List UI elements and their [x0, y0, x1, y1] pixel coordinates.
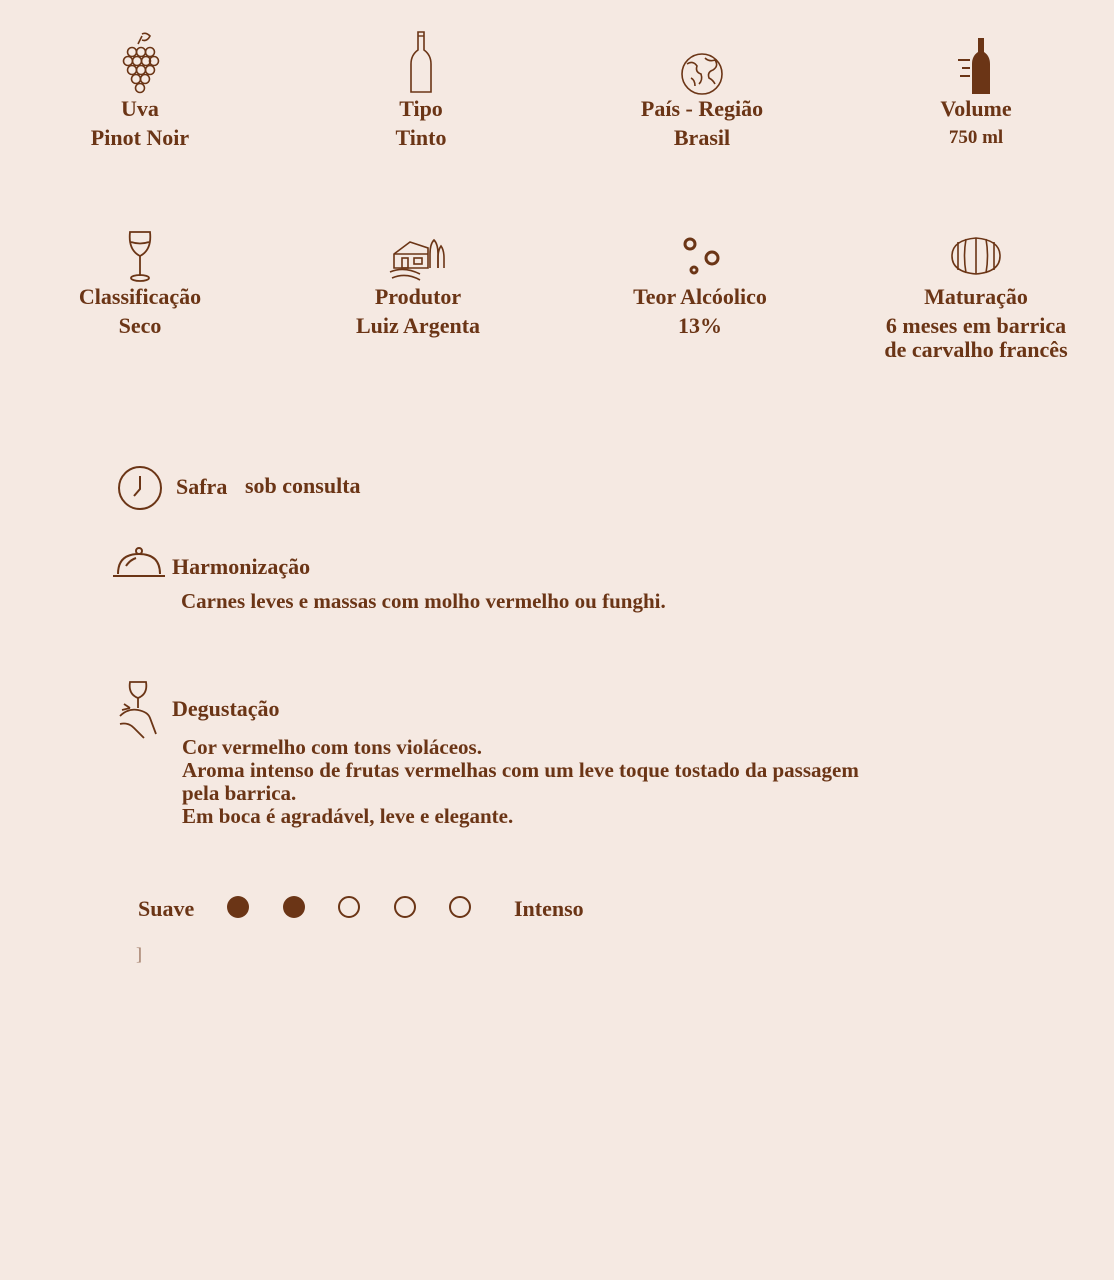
attribute-label: Maturação: [924, 284, 1028, 309]
attribute-label: Uva: [121, 96, 159, 121]
intensity-dot-empty: [449, 896, 471, 918]
intensity-scale: [138, 890, 638, 926]
intensity-dot-empty: [338, 896, 360, 918]
harmonizacao-title: Harmonização: [172, 554, 311, 579]
globe-icon: [669, 30, 735, 96]
attribute-label: Produtor: [374, 284, 462, 309]
safra-label: Safra: [176, 474, 228, 499]
attribute-value: Brasil: [673, 125, 731, 150]
cloche-icon: [112, 546, 166, 580]
intensity-right-label: Intenso: [514, 896, 584, 921]
intensity-left-label: Suave: [138, 896, 195, 921]
attribute-label: País - Região: [640, 96, 764, 121]
grape-icon: [118, 30, 162, 96]
attribute-maturacao: [856, 228, 1096, 362]
degustacao-text: [182, 736, 859, 828]
bottle-outline-icon: [399, 30, 443, 96]
winery-icon: [388, 228, 448, 284]
attribute-value: 750 ml: [948, 127, 1004, 148]
tasting-hand-icon: [116, 680, 162, 740]
attribute-classificacao: [20, 228, 260, 338]
bubbles-icon: [678, 228, 722, 284]
barrel-icon: [948, 228, 1004, 284]
attribute-value: Seco: [118, 313, 162, 338]
attributes-row-2: [0, 228, 1114, 378]
attribute-label: Teor Alcóolico: [633, 284, 767, 309]
harmonizacao-text: [181, 590, 666, 613]
degustacao-line: Em boca é agradável, leve e elegante.: [182, 804, 514, 828]
attribute-tipo: [301, 30, 541, 150]
degustacao-line: pela barrica.: [182, 781, 297, 805]
attribute-value-line-1: 6 meses em barrica: [885, 313, 1067, 338]
intensity-dot-empty: [394, 896, 416, 918]
attribute-value-line-2: de carvalho francês: [884, 337, 1068, 362]
attribute-teor-alcoolico: [580, 228, 820, 338]
attribute-produtor: [298, 228, 538, 338]
attribute-label: Volume: [940, 96, 1012, 121]
attribute-value: Pinot Noir: [90, 125, 190, 150]
degustacao-line: Aroma intenso de frutas vermelhas com um leve toque tostado da passagem: [182, 758, 859, 782]
attribute-volume: [856, 30, 1096, 150]
attribute-value: Tinto: [395, 125, 447, 150]
bottle-volume-icon: [954, 30, 998, 96]
attribute-pais-regiao: [582, 30, 822, 150]
attribute-label: Classificação: [78, 284, 202, 309]
degustacao-title: Degustação: [172, 696, 280, 721]
degustacao-line: Cor vermelho com tons violáceos.: [182, 735, 482, 759]
intensity-dot-filled: [283, 896, 305, 918]
wine-glass-icon: [118, 228, 162, 284]
intensity-dot-filled: [227, 896, 249, 918]
attributes-row-1: [0, 30, 1114, 180]
safra-value: sob consulta: [245, 473, 361, 498]
attribute-value: Luiz Argenta: [355, 313, 481, 338]
attribute-uva: [20, 30, 260, 150]
stray-mark: ]: [136, 944, 142, 964]
attribute-label: Tipo: [399, 96, 443, 121]
attribute-value: 13%: [678, 313, 722, 338]
clock-icon: [116, 464, 164, 512]
harmonizacao-line: Carnes leves e massas com molho vermelho ou funghi.: [181, 589, 666, 613]
